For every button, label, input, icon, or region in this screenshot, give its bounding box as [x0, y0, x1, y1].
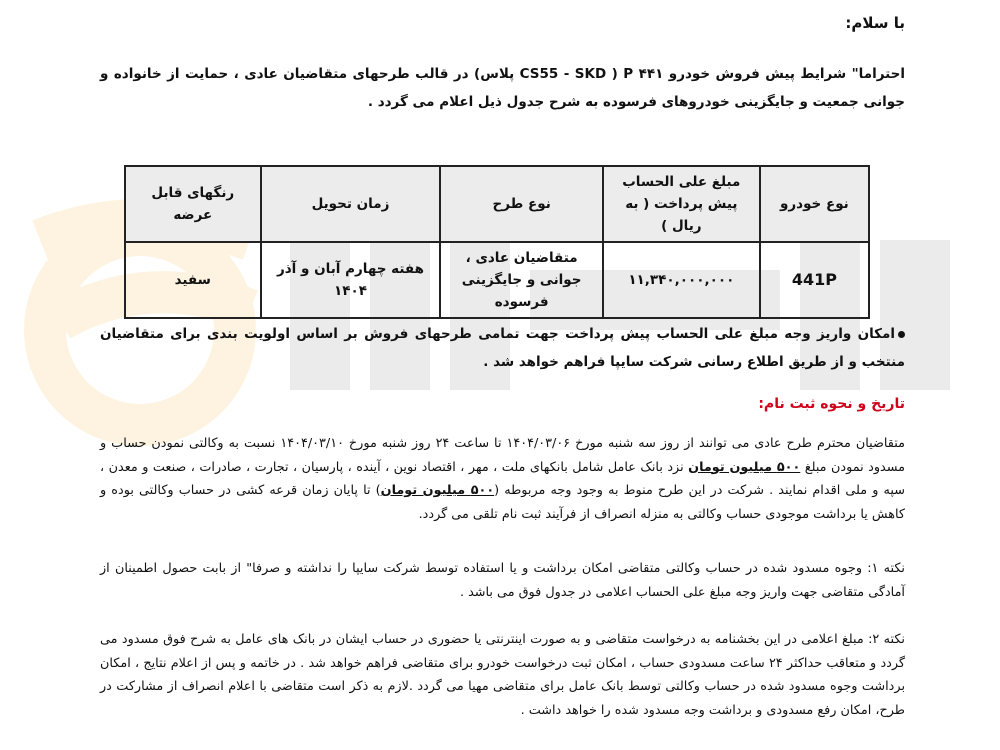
header-car-type: نوع خودرو — [760, 166, 869, 242]
table-header-row — [125, 166, 869, 242]
cell-delivery-time: هفته چهارم آبان و آذر ۱۴۰۴ — [261, 242, 441, 318]
sale-conditions-table — [124, 165, 870, 319]
registration-text-part2: نزد بانک عامل شامل بانکهای ملت ، مهر ، اقتصاد نوین ، آینده ، پارسیان ، تجارت ، صادرات ، صنعت و معدن ، سپه و ملی اقدام نمایند . شرکت در این طرح منوط به وجود وجه مربوطه ( — [100, 459, 905, 498]
registration-paragraph — [100, 432, 905, 526]
blocked-amount-2: ۵۰۰ میلیون تومان — [380, 483, 495, 498]
note-2-paragraph: نکته ۲: مبلغ اعلامی در این بخشنامه به درخواست متقاضی و به صورت اینترنتی یا حضوری در حساب ایشان در بانک های عامل به شرح فوق مسدود می گردد و متعاقب حداکثر ۲۴ ساعت مسدودی حساب ، امکان ثبت درخواست خودرو برای متقاضی فراهم خواهد شد . در خاتمه و پس از اعلام نتایج ، امکان برداشت وجوه مسدود شده در حساب وکالتی توسط بانک عامل برای متقاضی مهیا می گردد .لازم به ذکر است متقاضی با اعلام انصراف از مشارکت در طرح، امکان رفع مسدودی و برداشت وجه مسدود شده را خواهد داشت . — [100, 632, 906, 718]
header-prepayment: مبلغ علی الحساب پیش پرداخت ( به ریال ) — [603, 166, 760, 242]
prepayment-note — [100, 320, 905, 376]
cell-prepayment-amount: ۱۱,۳۴۰,۰۰۰,۰۰۰ — [603, 242, 760, 318]
bullet-icon — [898, 331, 905, 338]
cell-car-model: 441P — [760, 242, 869, 318]
note-1-paragraph: نکته ۱: وجوه مسدود شده در حساب وکالتی متقاضی امکان برداشت و یا استفاده توسط شرکت سایپا را نداشته و صرفا" از بابت حصول اطمینان از آمادگی متقاضی جهت واریز وجه مبلغ علی الحساب اعلامی در جدول فوق می باشد . — [100, 561, 905, 600]
cell-plan-type: متقاضیان عادی ، جوانی و جایگزینی فرسوده — [440, 242, 603, 318]
header-delivery-time: زمان تحویل — [261, 166, 441, 242]
header-plan-type: نوع طرح — [440, 166, 603, 242]
table-row — [125, 242, 869, 318]
intro-paragraph: احتراما" شرایط پیش فروش خودرو ۴۴۱ P ( CS55 - SKD پلاس) در قالب طرحهای متقاضیان عادی ، حمایت از خانواده و جوانی جمعیت و جایگزینی خودروهای فرسوده به شرح جدول ذیل اعلام می گردد . — [100, 66, 905, 110]
prepayment-note-text: امکان واریز وجه مبلغ علی الحساب پیش پرداخت جهت تمامی طرحهای فروش بر اساس اولویت بندی برای متقاضیان منتخب و از طریق اطلاع رسانی شرکت سایپا فراهم خواهد شد . — [100, 326, 905, 370]
cell-colors: سفید — [125, 242, 261, 318]
greeting: با سلام: — [845, 14, 905, 32]
header-colors: رنگهای قابل عرضه — [125, 166, 261, 242]
registration-title: تاریخ و نحوه ثبت نام: — [758, 396, 905, 412]
blocked-amount-1: ۵۰۰ میلیون تومان — [688, 459, 801, 475]
registration-text-part1: متقاضیان محترم طرح عادی می توانند از روز سه شنبه مورخ ۱۴۰۴/۰۳/۰۶ تا ساعت ۲۴ روز شنبه مورخ ۱۴۰۴/۰۳/۱۰ نسبت به وکالتی نمودن حساب و مسدود نمودن مبلغ — [100, 436, 905, 475]
registration-text-part3: ) تا پایان زمان قرعه کشی در حساب وکالتی بوده و کاهش یا برداشت موجودی حساب وکالتی به منزله انصراف از فرآیند ثبت نام تلقی می گردد. — [100, 483, 905, 522]
